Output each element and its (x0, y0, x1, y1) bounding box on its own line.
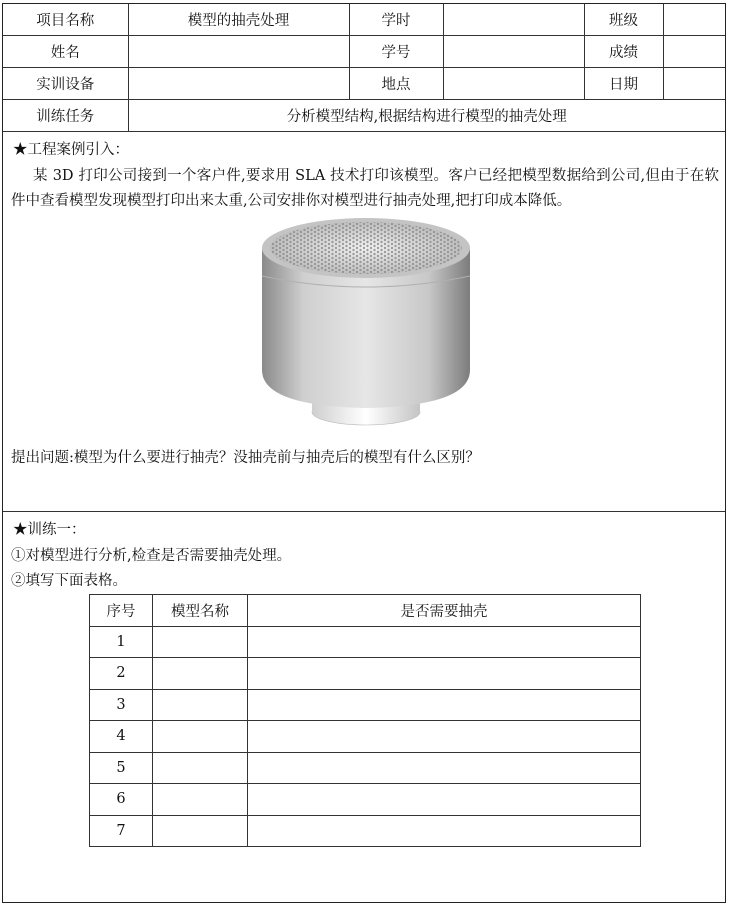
row-index: 7 (90, 815, 153, 847)
hours-value-cell[interactable] (443, 4, 584, 36)
column-header-needs-shell: 是否需要抽壳 (248, 595, 641, 627)
student-number-value-cell[interactable] (443, 36, 584, 68)
model-name-cell[interactable] (153, 752, 248, 784)
model-name-cell[interactable] (153, 689, 248, 721)
needs-shell-cell[interactable] (248, 689, 641, 721)
needs-shell-cell[interactable] (248, 815, 641, 847)
student-number-label: 学号 (349, 36, 443, 68)
row-index: 5 (90, 752, 153, 784)
analysis-table (89, 594, 641, 847)
location-value-cell[interactable] (443, 68, 584, 100)
training-title: ★训练一： (13, 522, 86, 538)
name-label: 姓名 (3, 36, 128, 68)
task-label: 训练任务 (3, 100, 128, 132)
row-index: 3 (90, 689, 153, 721)
table-row (90, 752, 641, 784)
model-name-cell[interactable] (153, 626, 248, 658)
analysis-table-header (90, 595, 641, 627)
date-value-cell[interactable] (663, 68, 725, 100)
score-label: 成绩 (584, 36, 663, 68)
hours-label: 学时 (349, 4, 443, 36)
model-name-cell[interactable] (153, 815, 248, 847)
table-row (90, 658, 641, 690)
step-1-text: ①对模型进行分析,检查是否需要抽壳处理。 (11, 548, 292, 564)
case-introduction-section (3, 132, 725, 512)
score-value-cell[interactable] (663, 36, 725, 68)
needs-shell-cell[interactable] (248, 626, 641, 658)
case-paragraph (11, 164, 719, 214)
header-row-2 (3, 36, 725, 68)
date-label: 日期 (584, 68, 663, 100)
table-row (90, 721, 641, 753)
question-text: 提出问题:模型为什么要进行抽壳？没抽壳前与抽壳后的模型有什么区别？ (11, 450, 480, 466)
table-row (90, 626, 641, 658)
header-row-4 (3, 100, 725, 132)
model-name-cell[interactable] (153, 784, 248, 816)
needs-shell-cell[interactable] (248, 784, 641, 816)
training-one-section (3, 512, 725, 902)
needs-shell-cell[interactable] (248, 752, 641, 784)
case-paragraph-text: 某 3D 打印公司接到一个客户件,要求用 SLA 技术打印该模型。客户已经把模型数据给到公司,但由于在软件中查看模型发现模型打印出来太重,公司安排你对模型进行抽壳处理,把打印成本降低。 (11, 168, 719, 209)
name-value-cell[interactable] (128, 36, 349, 68)
table-row (90, 815, 641, 847)
column-header-model-name: 模型名称 (153, 595, 248, 627)
needs-shell-cell[interactable] (248, 721, 641, 753)
table-row (90, 784, 641, 816)
equipment-value-cell[interactable] (128, 68, 349, 100)
row-index: 2 (90, 658, 153, 690)
model-image (257, 218, 475, 432)
table-row (90, 689, 641, 721)
task-value: 分析模型结构,根据结构进行模型的抽壳处理 (128, 100, 725, 132)
step-2-text: ②填写下面表格。 (11, 573, 127, 589)
needs-shell-cell[interactable] (248, 658, 641, 690)
row-index: 6 (90, 784, 153, 816)
class-value-cell[interactable] (663, 4, 725, 36)
case-title: ★工程案例引入： (13, 142, 129, 158)
class-label: 班级 (584, 4, 663, 36)
project-name-label: 项目名称 (3, 4, 128, 36)
model-name-cell[interactable] (153, 721, 248, 753)
header-row-1 (3, 4, 725, 36)
column-header-index: 序号 (90, 595, 153, 627)
equipment-label: 实训设备 (3, 68, 128, 100)
header-row-3 (3, 68, 725, 100)
location-label: 地点 (349, 68, 443, 100)
row-index: 4 (90, 721, 153, 753)
row-index: 1 (90, 626, 153, 658)
project-name-value: 模型的抽壳处理 (128, 4, 349, 36)
training-worksheet (2, 3, 726, 903)
header-info-table (3, 4, 725, 132)
model-name-cell[interactable] (153, 658, 248, 690)
